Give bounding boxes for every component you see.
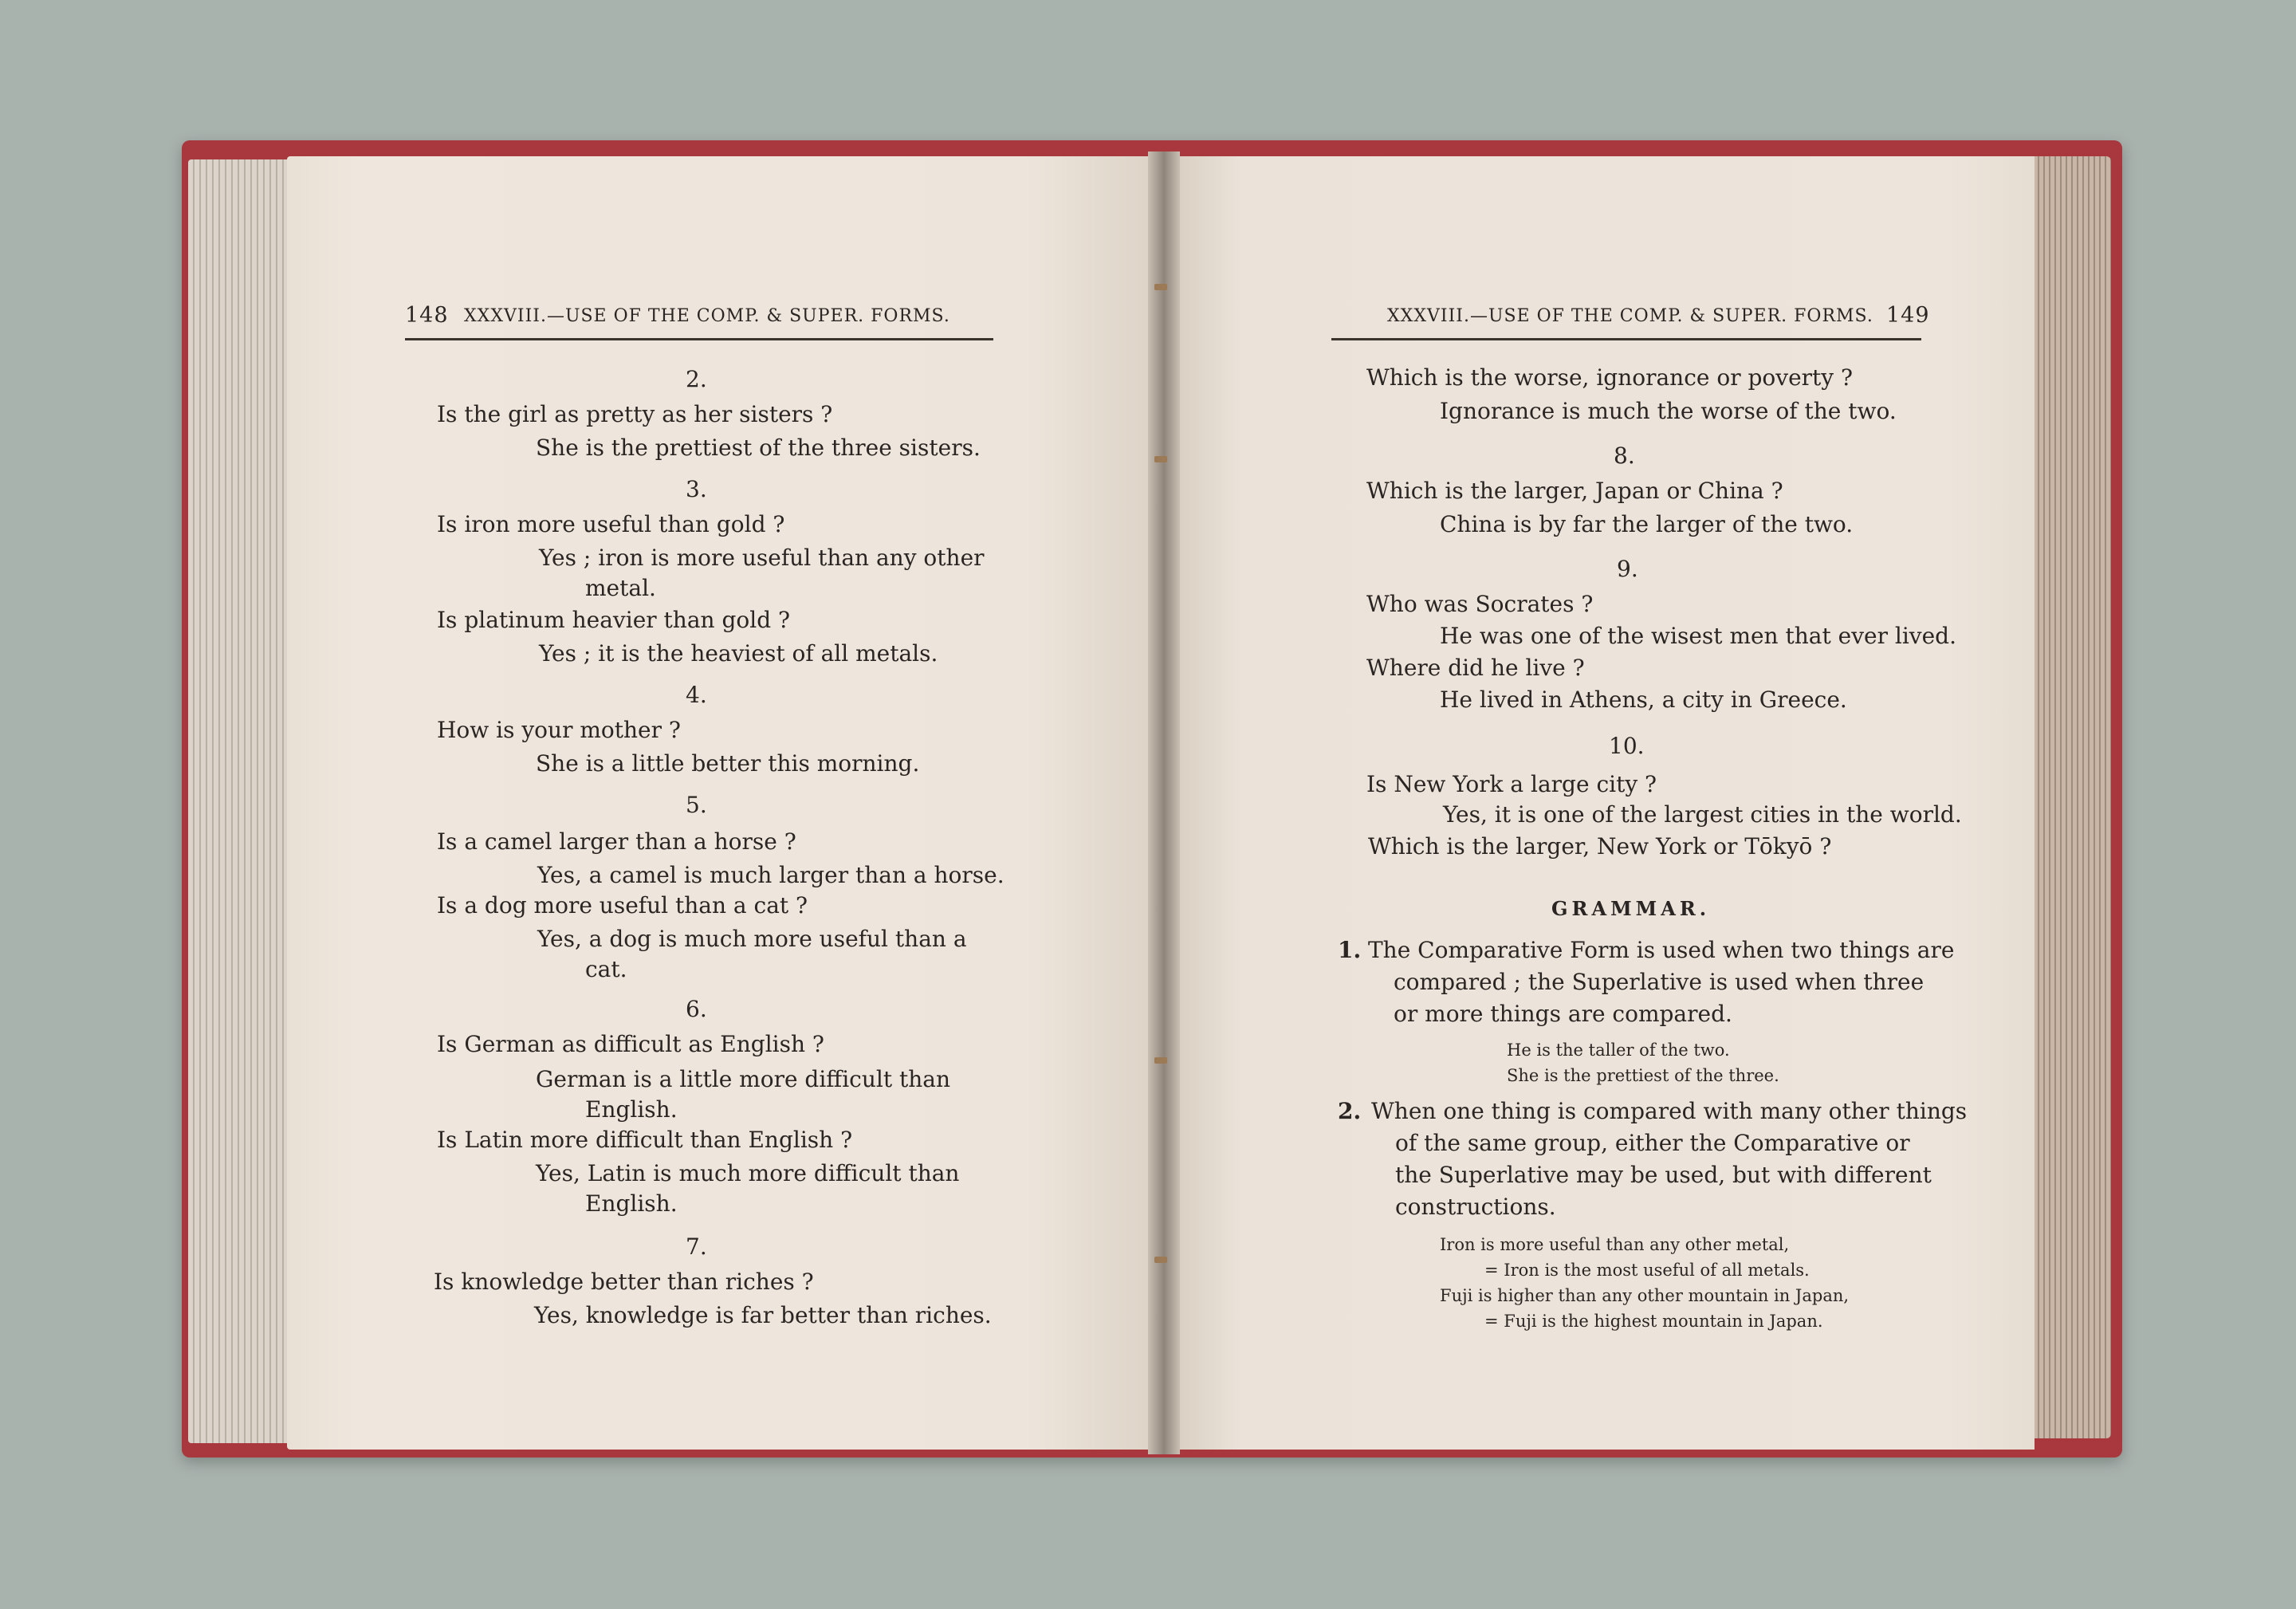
answer-line: cat. [585,956,627,982]
answer-line: metal. [585,575,656,601]
answer-line: Yes ; iron is more useful than any other [539,545,985,571]
binding-stitch [1154,456,1167,462]
example-line: She is the prettiest of the three. [1507,1066,1779,1085]
rule-number: 1. [1338,937,1362,963]
running-title: XXXVIII.—USE OF THE COMP. & SUPER. FORMS. [464,306,950,326]
question-line: Where did he live ? [1366,655,1585,681]
answer-line: Yes, a dog is much more useful than a [537,926,967,952]
example-line: Iron is more useful than any other metal, [1440,1235,1790,1254]
question-line: Who was Socrates ? [1366,591,1594,617]
rule-text: of the same group, either the Comparative or [1395,1130,1910,1156]
answer-line: Ignorance is much the worse of the two. [1440,398,1897,424]
question-line: Is a camel larger than a horse ? [437,828,796,855]
question-line: Is the girl as pretty as her sisters ? [437,401,833,427]
question-line: Is Latin more difficult than English ? [437,1127,853,1153]
question-line: How is your mother ? [437,717,681,743]
section-number: 9. [1617,556,1638,582]
left-page [287,156,1156,1450]
question-line: Which is the larger, New York or Tōkyō ? [1368,833,1832,860]
section-number: 5. [686,792,707,818]
section-number: 6. [686,996,707,1022]
question-line: Is platinum heavier than gold ? [437,607,791,633]
section-number: 10. [1609,733,1645,759]
rule-number: 2. [1338,1098,1362,1124]
binding-stitch [1154,1257,1167,1263]
answer-line: Yes ; it is the heaviest of all metals. [539,640,938,667]
question-line: Which is the larger, Japan or China ? [1366,478,1783,504]
answer-line: English. [585,1190,678,1217]
binding-stitch [1154,284,1167,290]
rule-text: the Superlative may be used, but with different [1395,1162,1932,1188]
answer-line: She is a little better this morning. [536,750,920,777]
running-title: XXXVIII.—USE OF THE COMP. & SUPER. FORMS. [1387,306,1873,326]
section-number: 3. [686,476,707,502]
question-line: Which is the worse, ignorance or poverty ? [1366,364,1854,391]
question-line: Is knowledge better than riches ? [434,1269,814,1295]
answer-line: Yes, a camel is much larger than a horse. [537,862,1005,888]
rule-text: The Comparative Form is used when two things are [1368,937,1955,963]
grammar-heading: GRAMMAR. [1551,897,1711,920]
section-number: 4. [686,682,707,708]
example-line: = Fuji is the highest mountain in Japan. [1484,1312,1823,1331]
answer-line: China is by far the larger of the two. [1440,511,1854,537]
rule-text: When one thing is compared with many other things [1371,1098,1968,1124]
example-line: Fuji is higher than any other mountain in Japan, [1440,1286,1850,1305]
question-line: Is iron more useful than gold ? [437,511,785,537]
right-page-header [1331,303,1930,340]
section-number: 2. [686,366,707,392]
question-line: Is New York a large city ? [1366,771,1657,797]
answer-line: She is the prettiest of the three sisters. [536,435,981,461]
answer-line: Yes, Latin is much more difficult than [536,1160,960,1186]
section-number: 7. [686,1233,707,1260]
question-line: Is German as difficult as English ? [437,1031,824,1057]
answer-line: English. [585,1096,678,1123]
page-edges-left [188,159,292,1443]
example-line: He is the taller of the two. [1507,1041,1730,1060]
binding-stitch [1154,1057,1167,1064]
answer-line: Yes, knowledge is far better than riches. [534,1302,992,1328]
question-line: Is a dog more useful than a cat ? [437,892,808,919]
page-number: 148 [405,303,449,328]
left-page-header [405,303,993,340]
answer-line: Yes, it is one of the largest cities in the world. [1443,801,1962,828]
rule-text: constructions. [1395,1194,1556,1220]
rule-text: or more things are compared. [1394,1001,1732,1027]
answer-line: He lived in Athens, a city in Greece. [1440,686,1847,713]
page-number: 149 [1886,303,1930,328]
rule-text: compared ; the Superlative is used when three [1394,969,1924,995]
answer-line: He was one of the wisest men that ever lived. [1440,623,1956,649]
section-number: 8. [1614,443,1635,469]
answer-line: German is a little more difficult than [536,1066,950,1092]
example-line: = Iron is the most useful of all metals. [1484,1261,1810,1280]
